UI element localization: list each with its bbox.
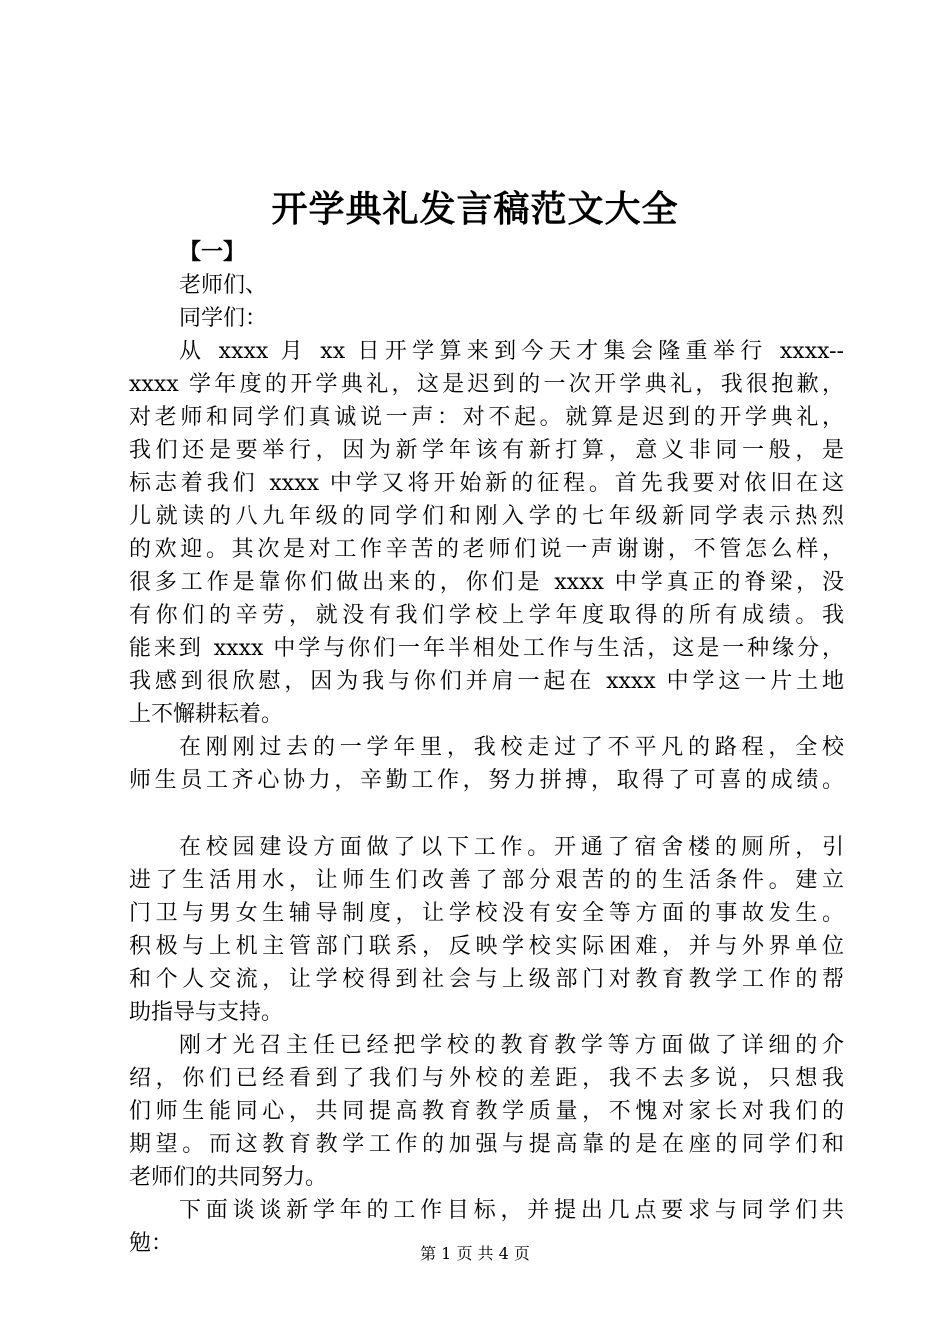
paragraph-line: 进了生活用水，让师生们改善了部分艰苦的的生活条件。建立 [129,868,844,893]
paragraph-line: 期望。而这教育教学工作的加强与提高靠的是在座的同学们和 [129,1132,844,1157]
paragraph-line: 在校园建设方面做了以下工作。开通了宿舍楼的厕所，引 [179,835,844,860]
paragraph-line: 师生员工齐心协力，辛勤工作，努力拼搏，取得了可喜的成绩。 [129,768,844,793]
paragraph-line: 积极与上机主管部门联系，反映学校实际困难，并与外界单位 [129,934,844,959]
paragraph-line: 勉： [129,1231,174,1256]
section-marker: 【一】 [179,239,246,265]
paragraph-line: 上不懈耕耘着。 [129,702,284,727]
paragraph-line: 有你们的辛劳，就没有我们学校上学年度取得的所有成绩。我 [129,603,844,628]
paragraph-line: 能来到 xxxx 中学与你们一年半相处工作与生活，这是一种缘分， [129,636,844,661]
document-title: 开学典礼发言稿范文大全 [271,188,679,230]
paragraph-line: 在刚刚过去的一学年里，我校走过了不平凡的路程，全校 [179,735,844,760]
paragraph-line: 老师们的共同努力。 [129,1165,328,1190]
paragraph-line: 很多工作是靠你们做出来的，你们是 xxxx 中学真正的脊梁，没 [129,570,844,595]
paragraph-gap [129,797,844,831]
paragraph-line: 我们还是要举行，因为新学年该有新打算，意义非同一般，是 [129,438,844,463]
document-body [129,236,844,1260]
paragraph-line: 门卫与男女生辅导制度，让学校没有安全等方面的事故发生。 [129,901,844,926]
paragraph-line: 的欢迎。其次是对工作辛苦的老师们说一声谢谢，不管怎么样， [129,537,844,562]
salutation-teachers: 老师们、 [179,273,268,298]
paragraph-line: xxxx 学年度的开学典礼，这是迟到的一次开学典礼，我很抱歉， [129,372,844,397]
paragraph-line: 标志着我们 xxxx 中学又将开始新的征程。首先我要对依旧在这 [129,471,844,496]
paragraph-line: 从 xxxx 月 xx 日开学算来到今天才集会隆重举行 xxxx-- [179,339,844,364]
salutation-students: 同学们： [179,306,268,331]
paragraph-line: 下面谈谈新学年的工作目标，并提出几点要求与同学们共 [179,1198,844,1223]
paragraph-line: 和个人交流，让学校得到社会与上级部门对教育教学工作的帮 [129,967,844,992]
paragraph-line: 绍，你们已经看到了我们与外校的差距，我不去多说，只想我 [129,1066,844,1091]
paragraph-line: 们师生能同心，共同提高教育教学质量，不愧对家长对我们的 [129,1099,844,1124]
paragraph-line: 助指导与支持。 [129,1000,284,1025]
paragraph-line: 我感到很欣慰，因为我与你们并肩一起在 xxxx 中学这一片土地 [129,669,844,694]
paragraph-line: 刚才光召主任已经把学校的教育教学等方面做了详细的介 [179,1033,844,1058]
page-number-footer: 第 1 页 共 4 页 [420,1244,530,1263]
paragraph-line: 对老师和同学们真诚说一声：对不起。就算是迟到的开学典礼， [129,405,844,430]
paragraph-line: 儿就读的八九年级的同学们和刚入学的七年级新同学表示热烈 [129,504,844,529]
